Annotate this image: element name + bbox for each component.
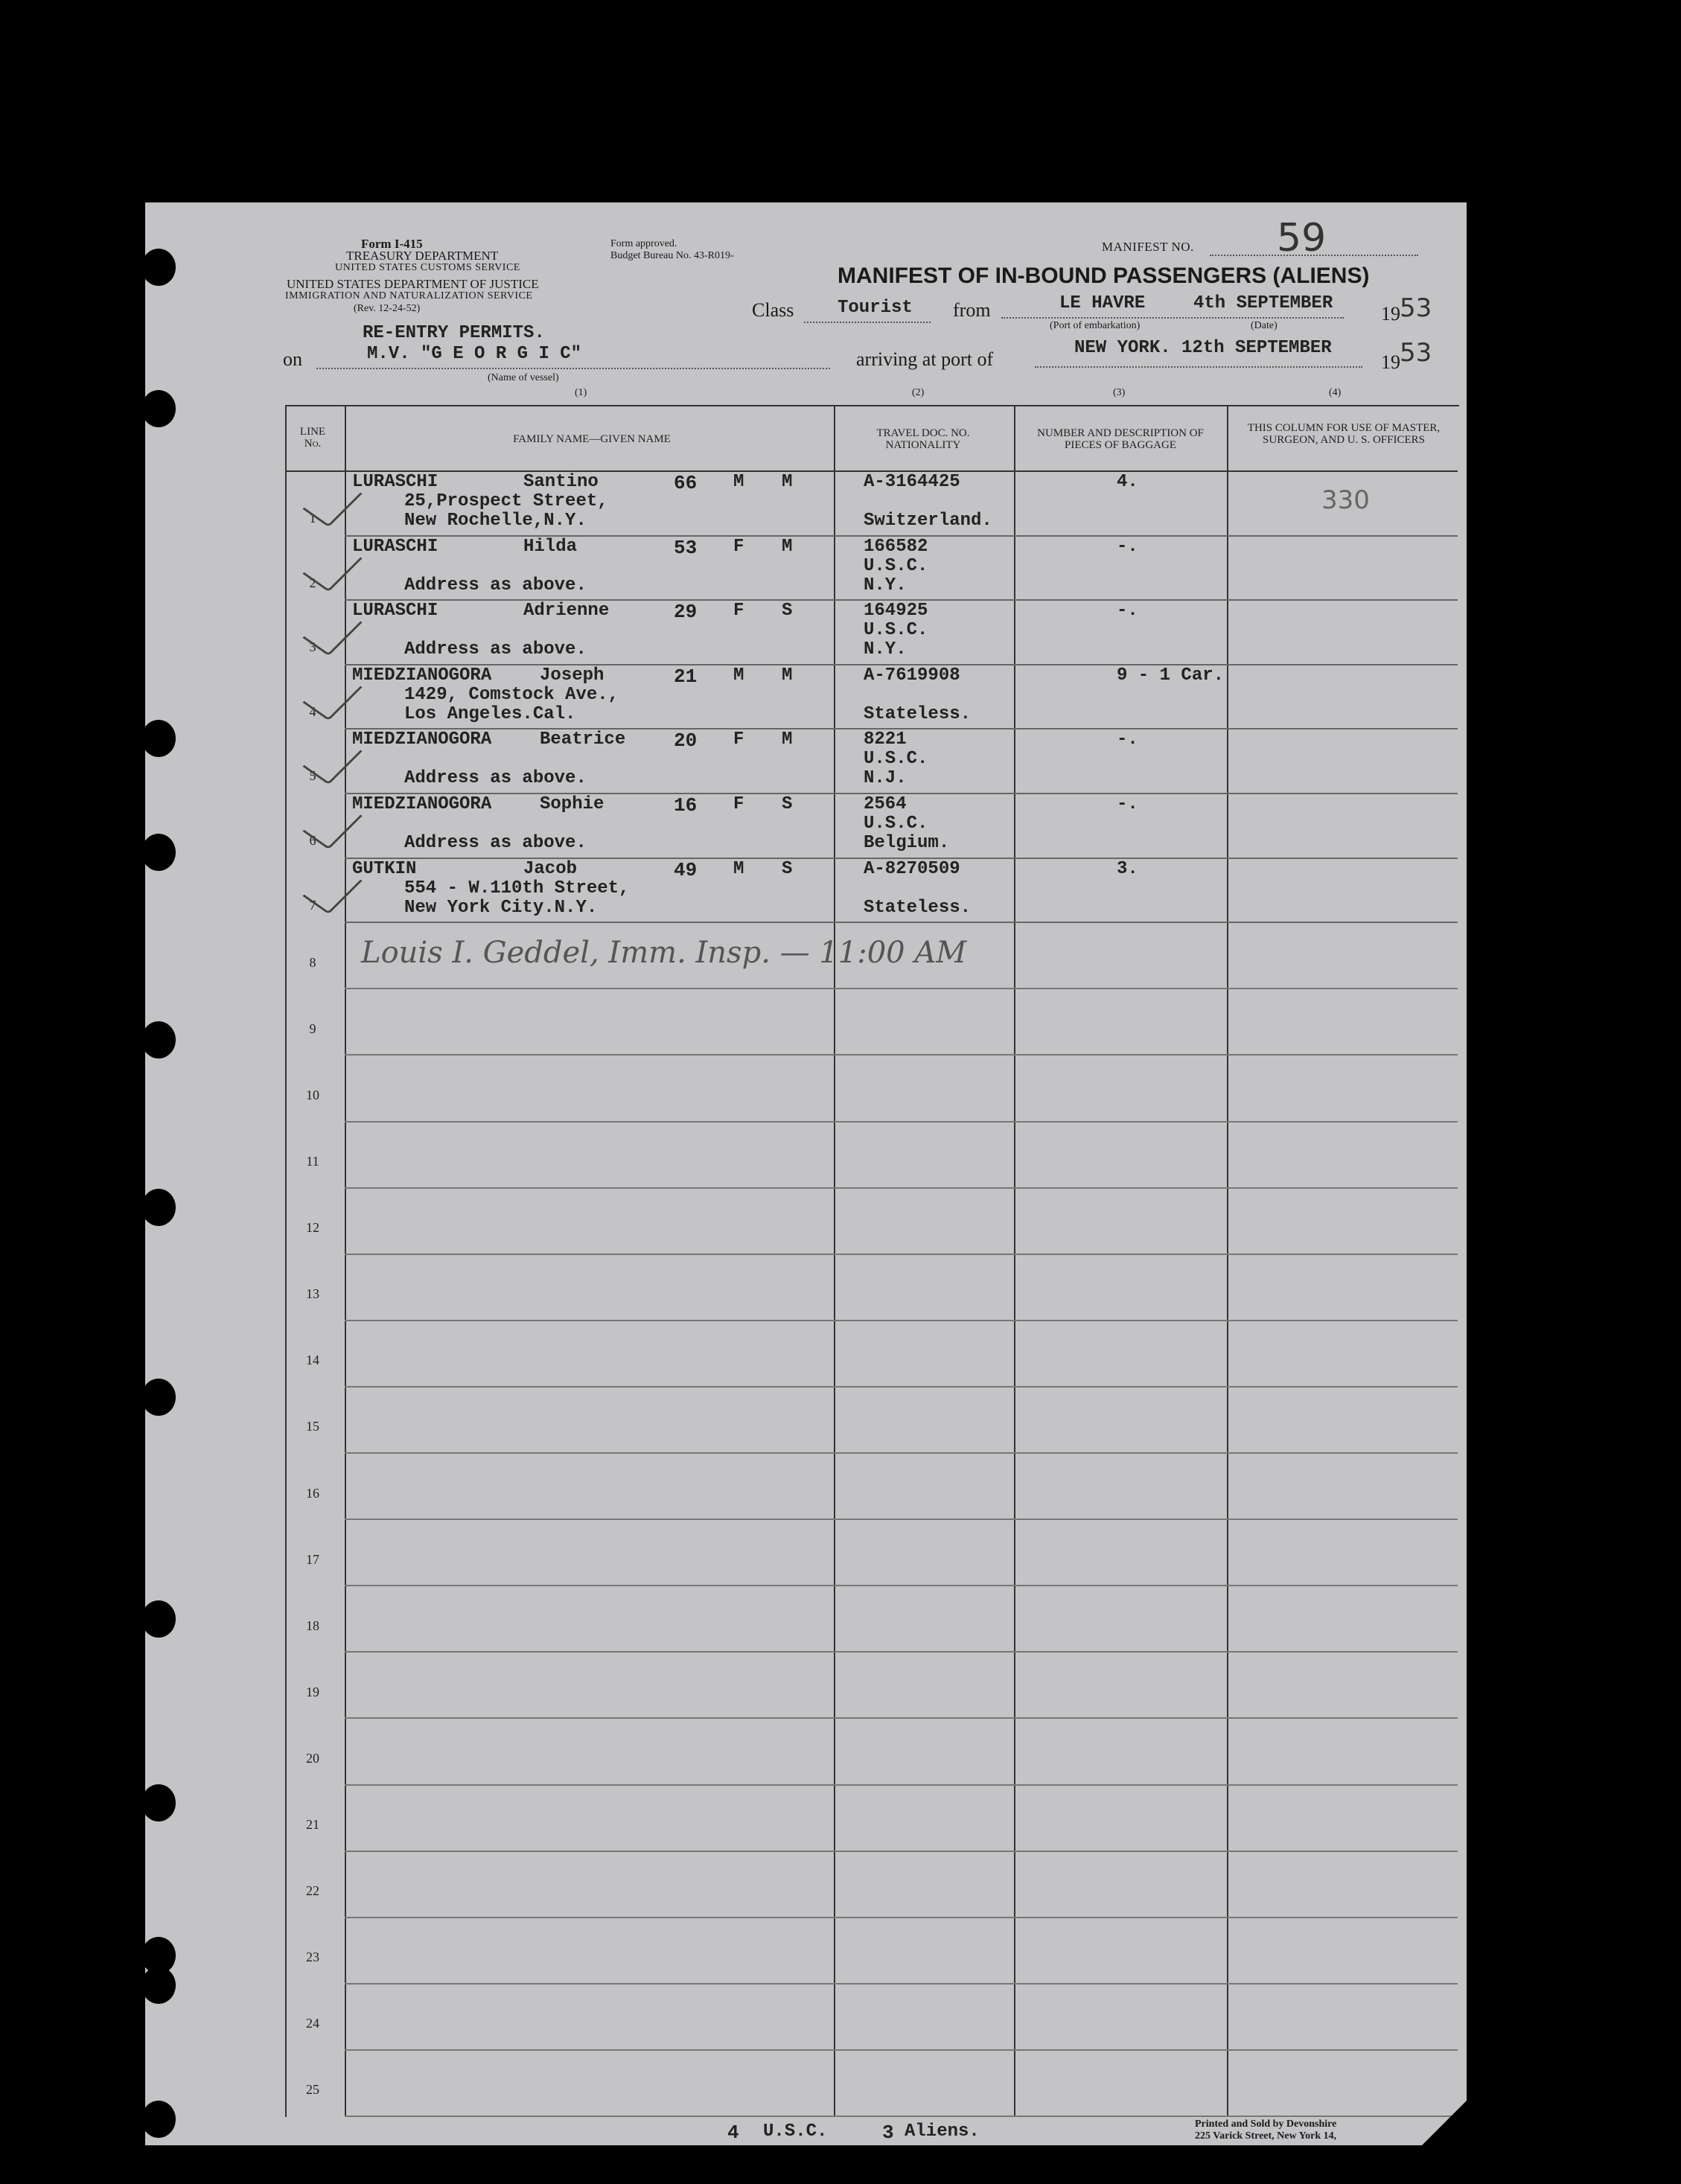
row-divider — [345, 1054, 1458, 1056]
row-divider — [345, 1187, 1458, 1189]
travel-doc-no: 8221 — [864, 729, 907, 750]
punch-hole — [141, 1967, 176, 2004]
punch-hole — [141, 1021, 176, 1059]
year-prefix: 19 — [1381, 303, 1400, 325]
age: 21 — [674, 665, 698, 688]
row-divider — [345, 1121, 1458, 1123]
punch-hole — [141, 249, 176, 286]
age: 20 — [674, 729, 698, 753]
row-divider — [345, 1983, 1458, 1985]
baggage: 3. — [1117, 858, 1138, 879]
family-name: LURASCHI — [352, 536, 438, 557]
address-line1: 554 - W.110th Street, — [404, 878, 630, 898]
address-line2: Los Angeles.Cal. — [404, 703, 576, 724]
line-number: 23 — [306, 1950, 319, 1965]
line-number: 1 — [309, 511, 316, 526]
punch-hole — [141, 834, 176, 871]
address-line2: Address as above. — [404, 639, 587, 660]
marital-status: S — [782, 794, 793, 814]
manifest-no-label: MANIFEST NO. — [1102, 240, 1194, 254]
col-doc: TRAVEL DOC. NO. NATIONALITY — [876, 427, 970, 451]
form-revision: (Rev. 12-24-52) — [354, 303, 421, 314]
punch-hole — [141, 1189, 176, 1226]
nationality: Stateless. — [864, 897, 972, 918]
punch-hole — [141, 1379, 176, 1416]
marital-status: M — [782, 472, 793, 492]
line-number: 9 — [309, 1021, 316, 1036]
vessel-value: M.V. "G E O R G I C" — [367, 344, 582, 364]
age: 49 — [674, 858, 698, 881]
travel-doc-type: U.S.C. — [864, 555, 928, 576]
line-number: 19 — [306, 1684, 319, 1699]
sex: M — [733, 665, 744, 686]
row-divider — [345, 1585, 1458, 1586]
sex: M — [733, 472, 744, 492]
line-number: 11 — [306, 1154, 319, 1169]
sex: F — [733, 601, 744, 622]
budget-bureau: Budget Bureau No. 43-R019- — [610, 250, 734, 261]
nationality: N.Y. — [864, 639, 907, 660]
date-value: 4th SEPTEMBER — [1193, 293, 1333, 313]
travel-doc-type: U.S.C. — [864, 814, 928, 834]
col-name: FAMILY NAME—GIVEN NAME — [513, 433, 671, 445]
travel-doc-no: A-3164425 — [864, 472, 960, 492]
row-divider — [345, 1386, 1458, 1388]
line-number: 4 — [309, 703, 316, 719]
address-line2: New Rochelle,N.Y. — [404, 511, 587, 531]
nationality: N.Y. — [864, 575, 907, 596]
line-number: 25 — [306, 2082, 319, 2098]
travel-doc-no: 164925 — [864, 601, 928, 622]
baggage: -. — [1117, 729, 1138, 750]
row-divider — [345, 2049, 1458, 2051]
family-name: MIEDZIANOGORA — [352, 729, 492, 750]
line-number: 24 — [306, 2016, 319, 2031]
line-number: 6 — [309, 833, 316, 848]
punch-hole — [141, 720, 176, 757]
date-caption: (Date) — [1251, 320, 1278, 331]
row-divider — [345, 1717, 1458, 1719]
vessel-caption: (Name of vessel) — [488, 372, 559, 383]
family-name: MIEDZIANOGORA — [352, 665, 492, 686]
marital-status: M — [782, 729, 793, 750]
family-name: LURASCHI — [352, 472, 438, 492]
line-number: 15 — [306, 1419, 319, 1434]
line-number: 7 — [309, 897, 316, 913]
baggage: -. — [1117, 536, 1138, 557]
form-number: Form I-415 — [361, 237, 423, 251]
arriving-label: arriving at port of — [856, 348, 994, 370]
line-number: 5 — [309, 768, 316, 784]
address-line2: Address as above. — [404, 768, 587, 789]
row-divider — [345, 1519, 1458, 1520]
line-number: 21 — [306, 1817, 319, 1833]
line-number: 22 — [306, 1883, 319, 1899]
on-label: on — [283, 348, 302, 370]
marital-status: S — [782, 858, 793, 879]
address-line2: New York City.N.Y. — [404, 897, 598, 918]
row-divider — [345, 1784, 1458, 1786]
arrival-year-prefix: 19 — [1381, 351, 1400, 373]
form-approved: Form approved. — [610, 238, 677, 249]
manifest-title: MANIFEST OF IN-BOUND PASSENGERS (ALIENS) — [838, 264, 1370, 288]
given-name: Joseph — [540, 665, 605, 686]
passenger-table — [285, 405, 1459, 2117]
row-divider — [345, 1917, 1458, 1918]
col-baggage: NUMBER AND DESCRIPTION OF PIECES OF BAGGAGE — [1037, 427, 1204, 451]
given-name: Jacob — [523, 858, 578, 879]
sex: M — [733, 858, 744, 879]
nationality: Belgium. — [864, 833, 950, 853]
line-number: 3 — [309, 639, 316, 655]
age: 29 — [674, 601, 698, 624]
row-divider — [345, 988, 1458, 989]
printer-line2: 225 Varick Street, New York 14, — [1195, 2130, 1337, 2142]
class-label: Class — [752, 299, 794, 321]
line-number: 20 — [306, 1750, 319, 1766]
manifest-no-value: 59 — [1277, 216, 1327, 261]
class-value: Tourist — [838, 298, 913, 318]
footer-aliens-label: Aliens. — [905, 2121, 980, 2142]
line-number: 13 — [306, 1286, 319, 1302]
baggage: 9 - 1 Car. — [1117, 665, 1225, 686]
given-name: Santino — [523, 472, 599, 492]
age: 66 — [674, 472, 698, 494]
row-divider — [345, 1320, 1458, 1321]
from-value: LE HAVRE — [1059, 293, 1146, 313]
line-number: 16 — [306, 1485, 319, 1501]
baggage: -. — [1117, 601, 1138, 622]
age: 16 — [674, 794, 698, 817]
family-name: MIEDZIANOGORA — [352, 794, 492, 814]
given-name: Hilda — [523, 536, 578, 557]
given-name: Beatrice — [540, 729, 626, 750]
marital-status: M — [782, 665, 793, 686]
line-number: 12 — [306, 1220, 319, 1236]
line-number: 2 — [309, 575, 316, 590]
sex: F — [733, 729, 744, 750]
punch-hole — [141, 390, 176, 427]
baggage: 4. — [1117, 472, 1138, 492]
footer-aliens-count: 3 — [882, 2121, 894, 2144]
marital-status: S — [782, 601, 793, 622]
travel-doc-type: U.S.C. — [864, 620, 928, 641]
row-divider — [345, 2116, 1458, 2117]
torn-corner — [1422, 2101, 1467, 2145]
line-number: 18 — [306, 1618, 319, 1633]
nationality: Stateless. — [864, 703, 972, 724]
row-divider — [345, 1254, 1458, 1255]
sex: F — [733, 536, 744, 557]
travel-doc-type: U.S.C. — [864, 749, 928, 770]
from-label: from — [953, 299, 991, 321]
nationality: Switzerland. — [864, 511, 992, 531]
line-number: 17 — [306, 1551, 319, 1567]
dept-treasury: TREASURY DEPARTMENT — [346, 249, 499, 263]
year-value: 53 — [1400, 293, 1432, 323]
address-line2: Address as above. — [404, 575, 587, 596]
dept-customs: UNITED STATES CUSTOMS SERVICE — [335, 262, 520, 273]
col-line-no: LINE No. — [299, 426, 326, 450]
travel-doc-no: 166582 — [864, 536, 928, 557]
sex: F — [733, 794, 744, 814]
marital-status: M — [782, 536, 793, 557]
footer-usc-count: 4 — [727, 2121, 739, 2144]
punch-hole — [141, 1600, 176, 1638]
dept-ins: IMMIGRATION AND NATURALIZATION SERVICE — [285, 290, 533, 301]
col-officer: THIS COLUMN FOR USE OF MASTER, SURGEON, AND U. S. OFFICERS — [1247, 422, 1441, 446]
given-name: Sophie — [540, 794, 605, 814]
line-number: 14 — [306, 1353, 319, 1368]
line-number: 10 — [306, 1087, 319, 1102]
reentry-note: RE-ENTRY PERMITS. — [363, 323, 545, 343]
arrival-value: NEW YORK. 12th SEPTEMBER — [1074, 338, 1332, 358]
address-line1: 25,Prospect Street, — [404, 491, 608, 511]
row-divider — [345, 1851, 1458, 1852]
row-divider — [345, 1452, 1458, 1454]
travel-doc-no: A-8270509 — [864, 858, 960, 879]
address-line1: 1429, Comstock Ave., — [404, 684, 619, 705]
port-embark-caption: (Port of embarkation) — [1050, 320, 1141, 331]
baggage: -. — [1117, 794, 1138, 814]
age: 53 — [674, 536, 698, 559]
printer-line1: Printed and Sold by Devonshire — [1195, 2118, 1337, 2130]
row-divider — [345, 1651, 1458, 1653]
row-divider — [345, 922, 1458, 923]
travel-doc-no: A-7619908 — [864, 665, 960, 686]
dept-justice: UNITED STATES DEPARTMENT OF JUSTICE — [287, 277, 539, 291]
footer-usc-label: U.S.C. — [763, 2121, 828, 2142]
nationality: N.J. — [864, 768, 907, 789]
manifest-page: Form I-415 TREASURY DEPARTMENT UNITED STATES CUSTOMS SERVICE UNITED STATES DEPARTMENT OF JUSTICE IMMIGRATION AND NATURALIZATION SERVICE (Rev. 12-24-52) Form approved. Budget Bureau No. 43-R019- MANIFEST NO. 59 MANIFEST OF IN-BOUND PASSENGERS (ALIENS) Class Tourist from LE HAVRE 4th SEPTEMBER 19 53 (Port of embarkation) (Date) RE-ENTRY PERMITS. on M.V. "G E O R G I C" (Name of vessel) (1) arriving at port of NEW YORK. 12th SEPTEMBER 19 53 (2) (3) (4) LINE No. FAMILY NAME—GIVEN NAME TRAVEL DOC. NO. NATIONALITY NUMBER AND DESCRIPTION OF PIECES OF BAGGAGE THIS COLUMN FOR USE OF MASTER, SURGEON, AND U. S. OFFICERS 1 LURASCHI Santino 66 M M 25,Prospect Street, New Rochelle,N.Y. A-3164425 Switzerland. 4. 330 2 LURASCHI Hilda 53 F M Address as above. 166582 U.S.C. N.Y. -. 3 LURASCHI Adrienne 29 F S Address as above. 164925 U.S.C. N.Y. -. 4 MIEDZIANOGORA Joseph 21 M M 1429, Comstock Ave., Los Angeles.Cal. A-7619908 Stateless. 9 - 1 Car. 5 MIEDZIANOGORA Beatrice 20 F M Address as above. 8221 U.S.C. N.J. -. 6 MIEDZIANOGORA Sophie 16 F S Address as above. 2564 U.S.C. Belgium. -. 7 GUTKIN Jacob 49 M S 554 - W.110th Street, New York City.N.Y. A-8270509 Stateless. 3. 8 9 10 11 12 13 14 15 16 17 18 19 20 21 22 23 24 25 Louis I. Geddel, Imm. Insp. — 11:00 AM 4 U.S.C. 3 Aliens. Printed and Sold by Devonshire 225 Varick Street, New York 14, — [145, 202, 1467, 2145]
line-number: 8 — [309, 954, 316, 970]
arrival-year-value: 53 — [1400, 338, 1432, 368]
travel-doc-no: 2564 — [864, 794, 907, 814]
family-name: LURASCHI — [352, 601, 438, 622]
punch-hole — [141, 1784, 176, 1821]
family-name: GUTKIN — [352, 858, 417, 879]
punch-hole — [141, 2101, 176, 2138]
inspector-signature: Louis I. Geddel, Imm. Insp. — 11:00 AM — [361, 936, 967, 970]
officer-note: 330 — [1321, 485, 1370, 515]
address-line2: Address as above. — [404, 833, 587, 853]
given-name: Adrienne — [523, 601, 610, 622]
